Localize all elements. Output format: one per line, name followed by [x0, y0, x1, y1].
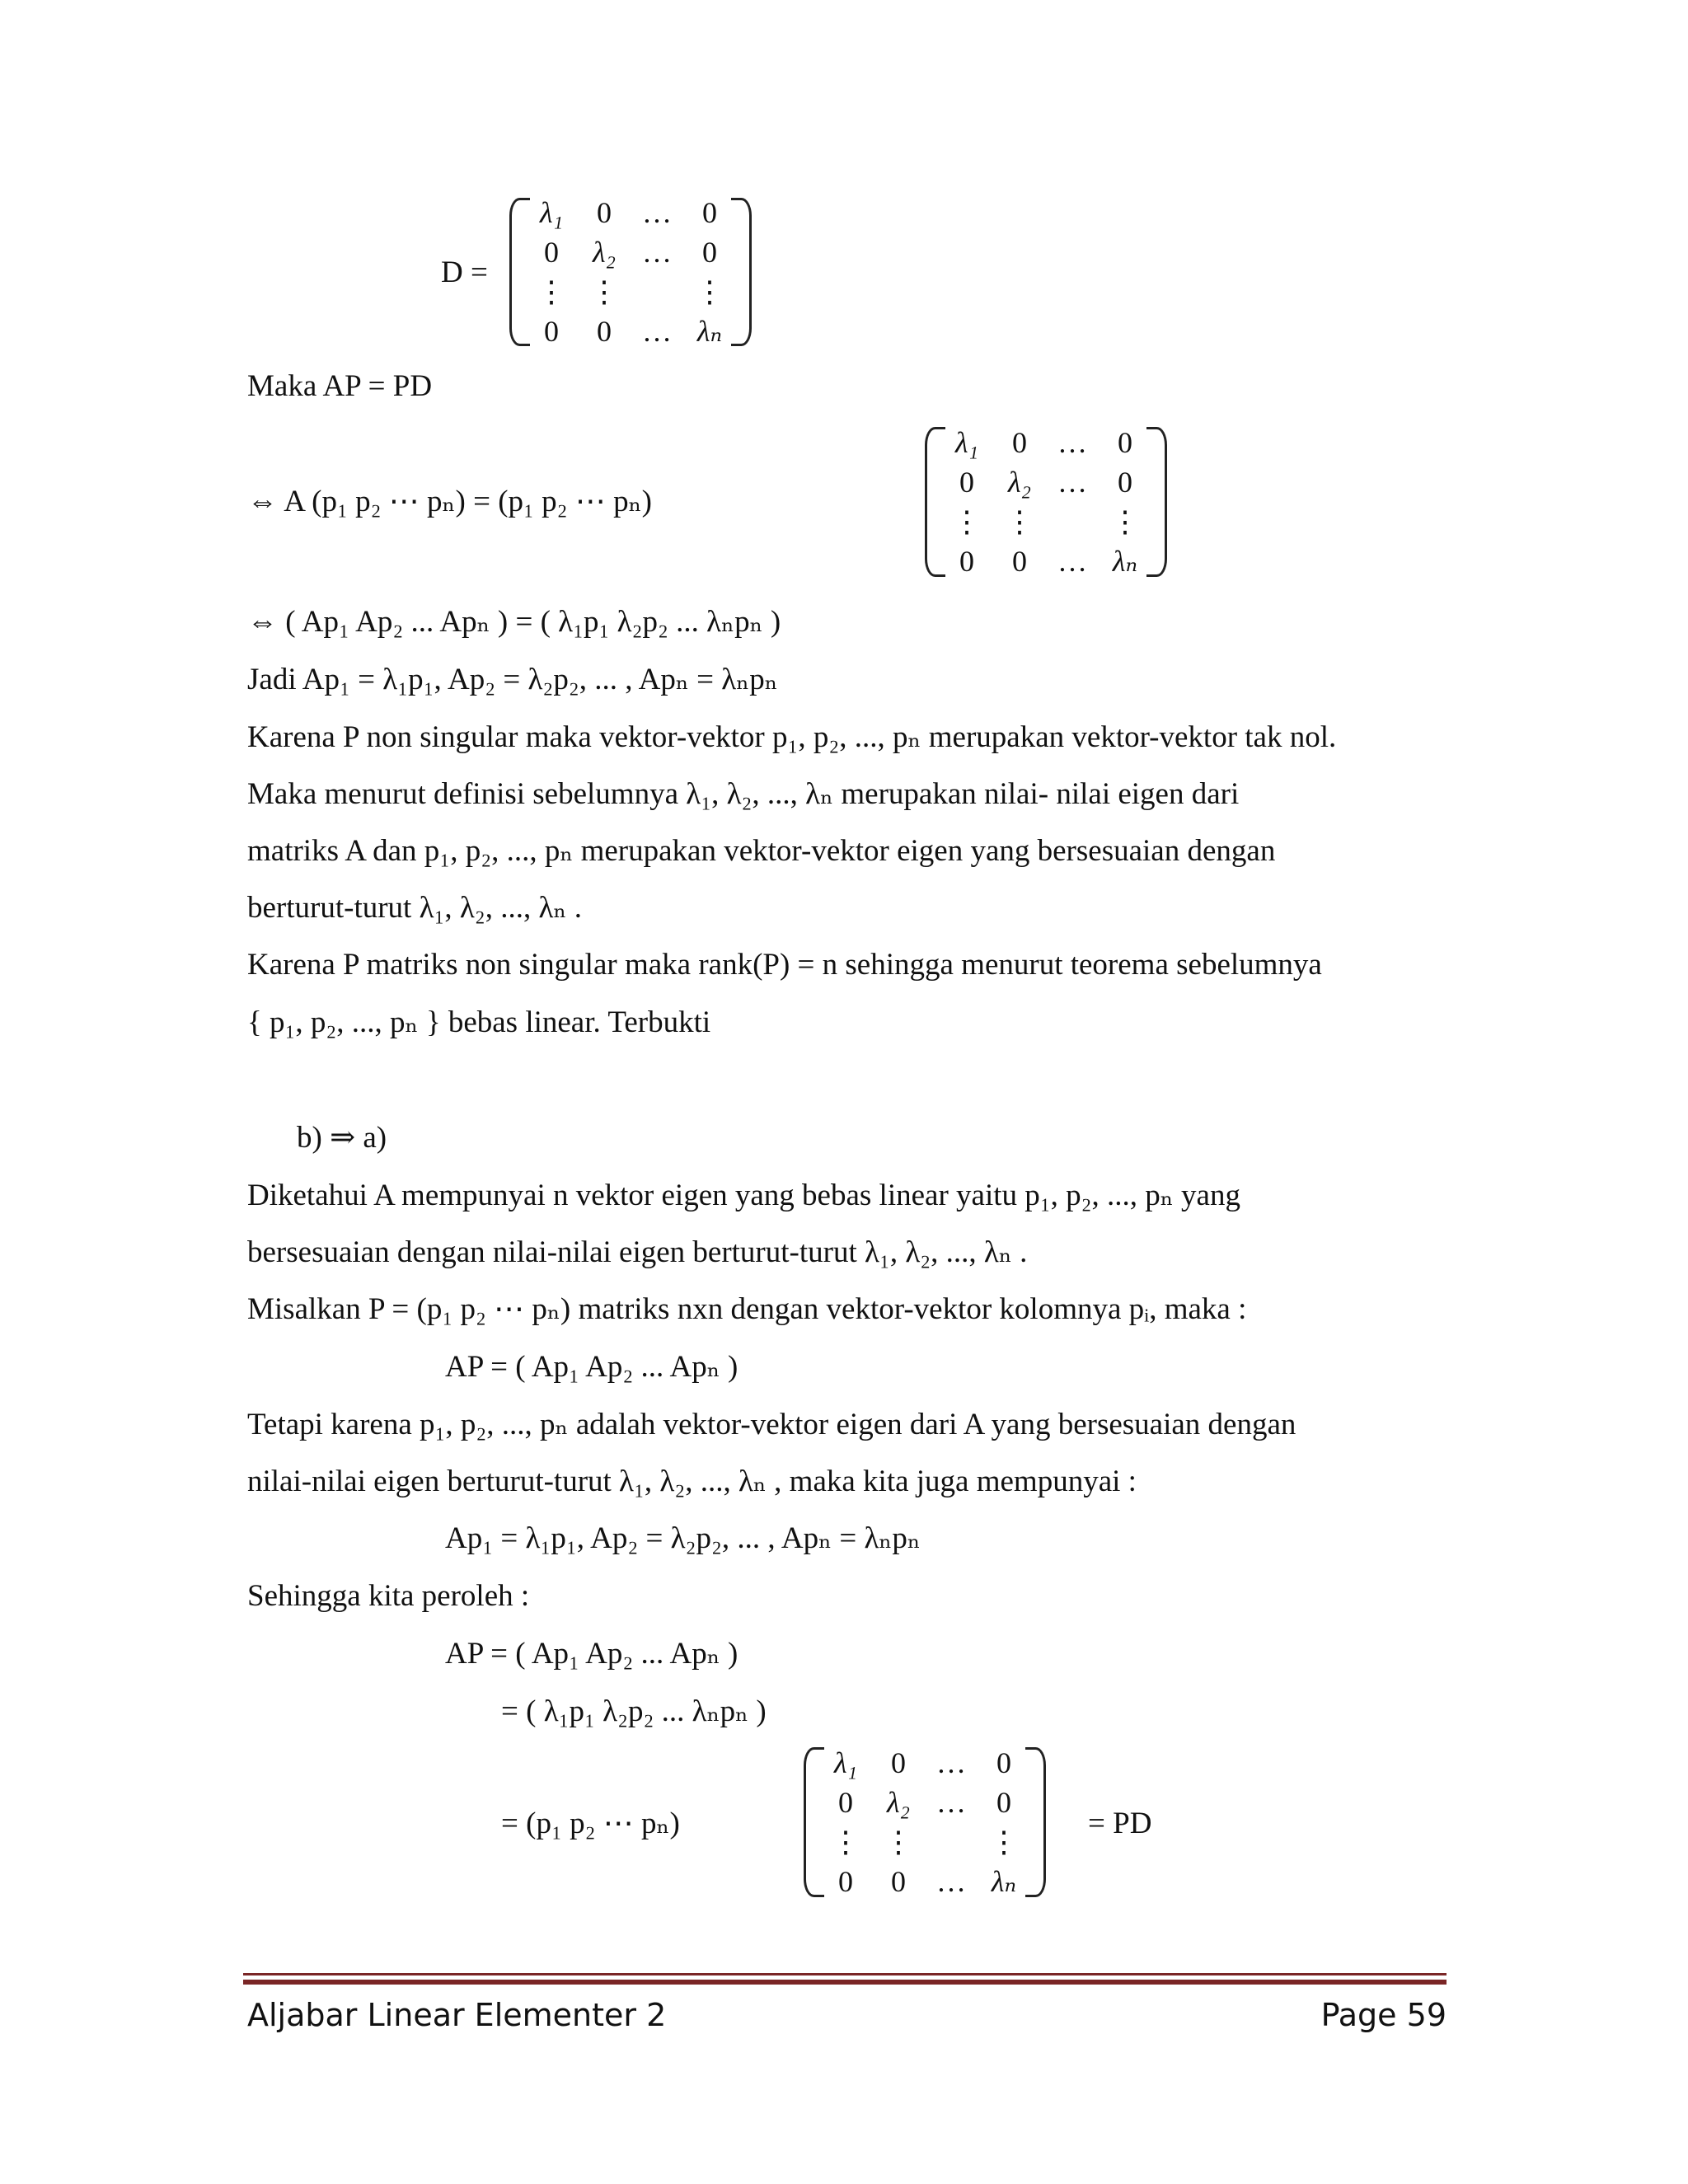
right-paren	[731, 198, 752, 346]
matrix-cell: ⋮	[589, 275, 619, 308]
matrix-cell: 0	[597, 196, 612, 229]
line-maka-ap-pd: Maka AP = PD	[247, 369, 433, 403]
right-paren	[1025, 1747, 1046, 1897]
matrix-cell: 0	[838, 1865, 853, 1898]
line-diketahui: Diketahui A mempunyai n vektor eigen yang bebas linear yaitu p₁, p₂, ..., pₙ yang	[247, 1179, 1240, 1212]
matrix-cell: λ₁	[833, 1746, 858, 1779]
matrix-cell: …	[936, 1865, 966, 1898]
matrix-cell: …	[642, 196, 672, 229]
matrix-cell: λₙ	[1112, 545, 1138, 578]
line-ap-eq-3: = (p₁ p₂ ⋯ pₙ)	[501, 1807, 680, 1840]
line-ap-columns: AP = ( Ap₁ Ap₂ ... Apₙ )	[445, 1350, 738, 1384]
line-ap-eq-1: AP = ( Ap₁ Ap₂ ... Apₙ )	[445, 1637, 738, 1671]
matrix-cell: ⋮	[884, 1825, 913, 1858]
line-bersesuaian: bersesuaian dengan nilai-nilai eigen berturut-turut λ₁, λ₂, ..., λₙ .	[247, 1235, 1028, 1269]
matrix-cell: 0	[1118, 426, 1132, 459]
matrix-cell	[642, 275, 672, 308]
footer-rule-top	[243, 1973, 1447, 1975]
matrix-cell: λ₁	[539, 196, 564, 229]
line-maka-menurut: Maka menurut definisi sebelumnya λ₁, λ₂, ..., λₙ merupakan nilai- nilai eigen dari	[247, 777, 1240, 811]
matrix-cell: …	[1057, 426, 1087, 459]
left-paren	[804, 1747, 824, 1897]
line-eigen-equations: Ap₁ = λ₁p₁, Ap₂ = λ₂p₂, ... , Apₙ = λₙpₙ	[445, 1521, 921, 1555]
matrix-cell: ⋮	[952, 505, 982, 538]
matrix-cell: 0	[891, 1746, 906, 1779]
matrix-cell: …	[936, 1786, 966, 1819]
line-berturut-turut: berturut-turut λ₁, λ₂, ..., λₙ .	[247, 891, 582, 925]
matrix-cell: 0	[959, 545, 974, 578]
line-equals-pd: = PD	[1088, 1807, 1152, 1840]
matrix-cell: λ₂	[886, 1786, 911, 1819]
matrix-cell: …	[642, 315, 672, 348]
line-jadi: Jadi Ap₁ = λ₁p₁, Ap₂ = λ₂p₂, ... , Apₙ = λₙpₙ	[247, 663, 778, 696]
matrix-cell: 0	[1118, 466, 1132, 499]
matrix-cell: 0	[544, 236, 559, 269]
matrix-cell: 0	[1012, 426, 1027, 459]
matrix-d-grid	[945, 427, 1146, 577]
matrix-cell: ⋮	[1005, 505, 1034, 538]
line-iff-ap-pd-expanded: ⇔ A (p₁ p₂ ⋯ pₙ) = (p₁ p₂ ⋯ pₙ)	[247, 485, 652, 518]
line-tetapi: Tetapi karena p₁, p₂, ..., pₙ adalah vektor-vektor eigen dari A yang bersesuaian dengan	[247, 1408, 1296, 1441]
matrix-cell: ⋮	[537, 275, 566, 308]
matrix-d	[509, 198, 752, 346]
line-misalkan: Misalkan P = (p₁ p₂ ⋯ pₙ) matriks nxn dengan vektor-vektor kolomnya pᵢ, maka :	[247, 1292, 1247, 1326]
line-karena-p-nonsingular: Karena P non singular maka vektor-vektor p₁, p₂, ..., pₙ merupakan vektor-vektor tak nol.	[247, 720, 1337, 754]
line-part-b: b) ⇒ a)	[297, 1121, 387, 1155]
matrix-cell: λₙ	[696, 315, 723, 348]
line-ap-eq-2: = ( λ₁p₁ λ₂p₂ ... λₙpₙ )	[501, 1694, 767, 1728]
matrix-cell: 0	[702, 236, 717, 269]
matrix-cell: λ₂	[1007, 466, 1032, 499]
matrix-cell	[936, 1825, 966, 1858]
matrix-cell: 0	[702, 196, 717, 229]
matrix-cell: 0	[1012, 545, 1027, 578]
line-matriks-a: matriks A dan p₁, p₂, ..., pₙ merupakan vektor-vektor eigen yang bersesuaian dengan	[247, 834, 1276, 868]
matrix-d-third	[804, 1747, 1046, 1897]
matrix-cell: ⋮	[831, 1825, 860, 1858]
matrix-cell: λ₂	[592, 236, 617, 269]
matrix-cell: 0	[996, 1786, 1011, 1819]
matrix-cell: …	[1057, 466, 1087, 499]
matrix-cell: 0	[544, 315, 559, 348]
line-iff-column-form: ⇔ ( Ap₁ Ap₂ ... Apₙ ) = ( λ₁p₁ λ₂p₂ ... λₙpₙ )	[247, 605, 781, 639]
matrix-cell: …	[1057, 545, 1087, 578]
left-paren	[509, 198, 530, 346]
matrix-cell: 0	[891, 1865, 906, 1898]
left-paren	[925, 427, 945, 577]
matrix-cell: λₙ	[991, 1865, 1017, 1898]
matrix-cell: ⋮	[695, 275, 724, 308]
matrix-cell: 0	[996, 1746, 1011, 1779]
matrix-d-grid	[824, 1747, 1025, 1897]
line-karena-rank: Karena P matriks non singular maka rank(P) = n sehingga menurut teorema sebelumnya	[247, 948, 1322, 982]
matrix-d-label: D =	[441, 255, 488, 289]
right-paren	[1146, 427, 1167, 577]
matrix-cell: 0	[959, 466, 974, 499]
line-nilai-nilai: nilai-nilai eigen berturut-turut λ₁, λ₂, ..., λₙ , maka kita juga mempunyai :	[247, 1465, 1137, 1498]
matrix-cell	[1057, 505, 1087, 538]
matrix-cell: λ₁	[954, 426, 979, 459]
matrix-cell: 0	[838, 1786, 853, 1819]
matrix-cell: …	[642, 236, 672, 269]
footer-rule-bottom	[243, 1980, 1447, 1985]
matrix-cell: ⋮	[1110, 505, 1140, 538]
footer-page-number: Page 59	[1320, 1997, 1447, 2033]
footer-title: Aljabar Linear Elementer 2	[247, 1997, 667, 2033]
matrix-d-grid	[530, 198, 731, 346]
line-sehingga: Sehingga kita peroleh :	[247, 1579, 530, 1613]
matrix-d-second	[925, 427, 1167, 577]
line-bebas-linear: { p₁, p₂, ..., pₙ } bebas linear. Terbukti	[247, 1005, 711, 1039]
matrix-cell: …	[936, 1746, 966, 1779]
matrix-cell: ⋮	[989, 1825, 1019, 1858]
matrix-cell: 0	[597, 315, 612, 348]
